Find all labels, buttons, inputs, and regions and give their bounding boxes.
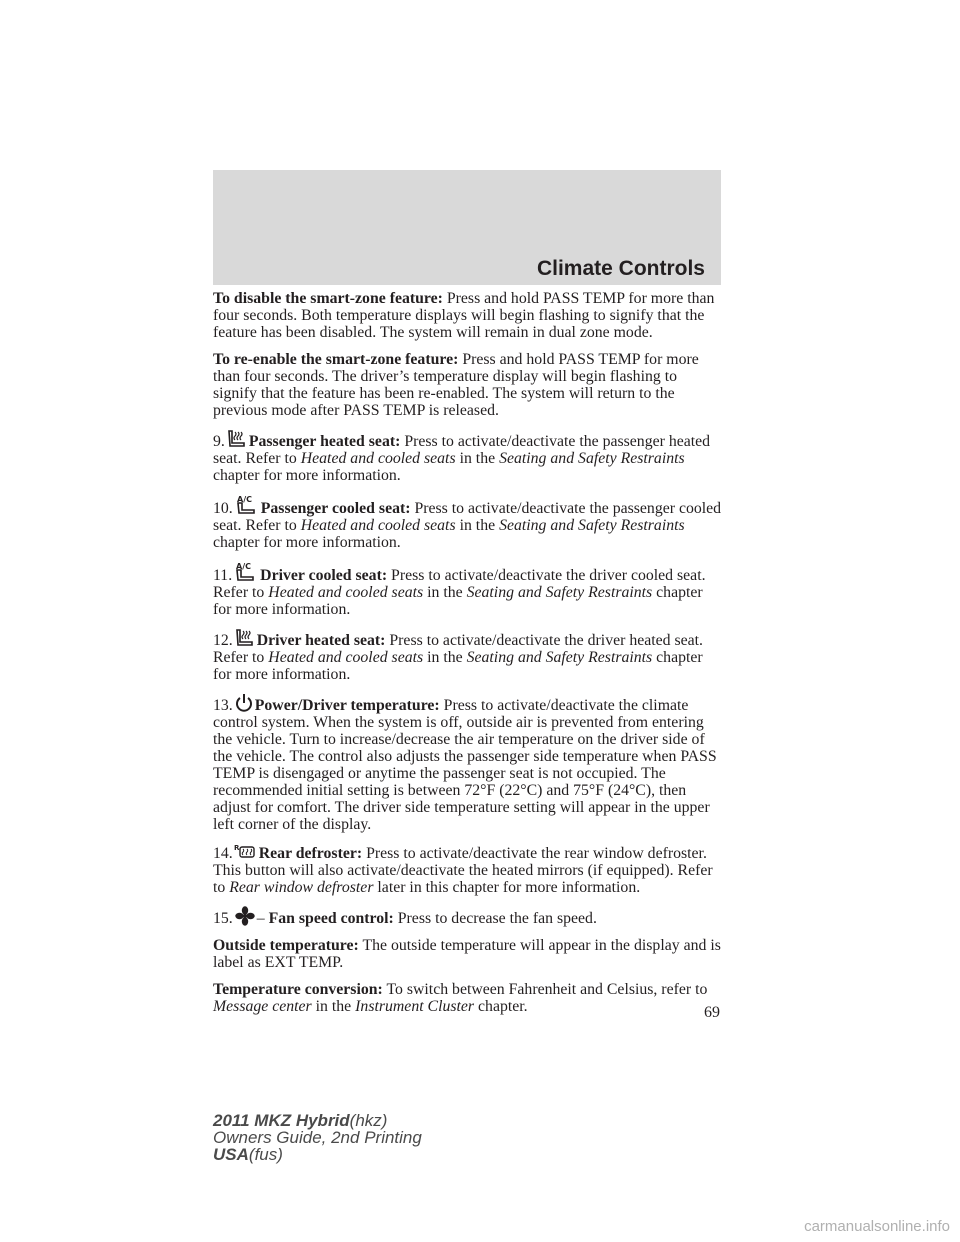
chapter-header-band (213, 170, 721, 285)
fan-icon (234, 906, 256, 926)
page-number: 69 (704, 1004, 720, 1021)
heated-seat-icon (234, 628, 256, 648)
footer-line-3: USA(fus) (213, 1145, 283, 1164)
item-10-passenger-cooled-seat: 10. A/C Passenger cooled seat: Press to activate/deactivate the passenger cooled seat. Refer to Heated and cooled seats in the Seating and Safety Restraints chapter for more information. (213, 495, 722, 551)
item-11-driver-cooled-seat: 11. A/C Driver cooled seat: Press to activate/deactivate the driver cooled seat. Refer to Heated and cooled seats in the Seating and Safety Restraints chapter for more information. (213, 562, 706, 618)
heated-seat-icon (226, 429, 248, 449)
document-footer (213, 1112, 422, 1163)
smart-zone-disable-paragraph: To disable the smart-zone feature: Press and hold PASS TEMP for more than four seconds. Both temperature displays will begin flashing to signify that the feature has been disabled. The system will remain in dual zone mode. (213, 290, 715, 341)
svg-text:A/C: A/C (236, 562, 252, 571)
power-icon (234, 693, 254, 713)
cooled-seat-icon (233, 561, 259, 583)
item-15-fan-speed-control: 15. – Fan speed control: Press to decrease the fan speed. (213, 906, 723, 927)
page-body (213, 290, 723, 1025)
cooled-seat-icon (234, 494, 260, 516)
chapter-title: Climate Controls (536, 257, 705, 280)
outside-temperature-paragraph: Outside temperature: The outside temperature will appear in the display and is label as EXT TEMP. (213, 937, 721, 971)
footer-line-1: 2011 MKZ Hybrid(hkz) (213, 1111, 388, 1130)
smart-zone-enable-paragraph: To re-enable the smart-zone feature: Press and hold PASS TEMP for more than four seconds. The driver’s temperature display will begin flashing to signify that the feature has been re-enabled. The system will return to the previous mode after PASS TEMP is released. (213, 351, 699, 419)
watermark: carmanualsonline.info (804, 1218, 950, 1235)
svg-text:R: R (233, 844, 240, 852)
item-12-driver-heated-seat: 12. Driver heated seat: Press to activate/deactivate the driver heated seat. Refer to Heated and cooled seats in the Seating and Safety Restraints chapter for more information. (213, 628, 723, 683)
temperature-conversion-paragraph: Temperature conversion: To switch between Fahrenheit and Celsius, refer to Message center in the Instrument Cluster chapter. (213, 981, 708, 1015)
footer-line-2: Owners Guide, 2nd Printing (213, 1128, 422, 1147)
svg-text:A/C: A/C (236, 495, 252, 504)
item-14-rear-defroster: 14. R Rear defroster: Press to activate/deactivate the rear window defroster. This button will also activate/deactivate the heated mirrors (if equipped). Refer to Rear window defroster later in this chapter for more information. (213, 844, 713, 896)
item-9-passenger-heated-seat: 9. Passenger heated seat: Press to activate/deactivate the passenger heated seat. Refer to Heated and cooled seats in the Seating and Safety Restraints chapter for more information. (213, 429, 723, 484)
rear-defroster-icon (234, 843, 258, 861)
item-13-power-driver-temperature: 13. Power/Driver temperature: Press to activate/deactivate the climate control system. When the system is off, outside air is prevented from entering the vehicle. Turn to increase/decrease the air temperature on the driver side of the vehicle. The control also adjusts the passenger side temperature when PASS TEMP is disengaged or anytime the passenger seat is not occupied. The recommended initial setting is between 72°F (22°C) and 75°F (24°C), then adjust for comfort. The driver side temperature setting will appear in the upper left corner of the display. (213, 693, 723, 833)
